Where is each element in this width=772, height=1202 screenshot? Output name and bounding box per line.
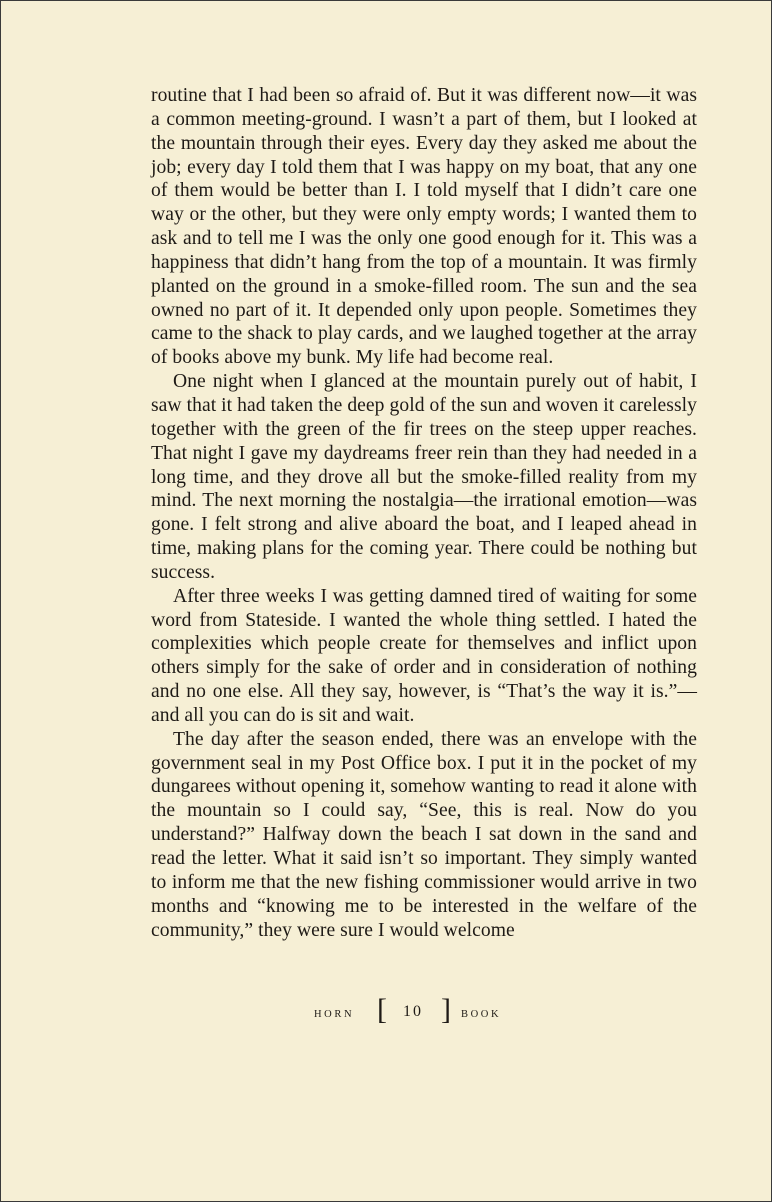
paragraph-3: After three weeks I was getting damned tired of waiting for some word from Stateside. I wanted the whole thing settled. I hated the complexities which people create for themselves and inflict upon others simply for the sake of order and in consideration of nothing and no one else. All they say, however, is “That’s the way it is.”—and all you can do is sit and wait. <box>151 585 697 726</box>
paragraph-1: routine that I had been so afraid of. But it was different now—it was a common meeting-ground. I wasn’t a part of them, but I looked at the mountain through their eyes. Every day they asked me about the job; every day I told them that I was happy on my boat, that any one of them would be better than I. I told myself that I didn’t care one way or the other, but they were only empty words; I wanted them to ask and to tell me I was the only one good enough for it. This was a happiness that didn’t hang from the top of a mountain. It was firmly planted on the ground in a smoke-filled room. The sun and the sea owned no part of it. It depended only upon people. Sometimes they came to the shack to play cards, and we laughed together at the array of books above my bunk. My life had become real. <box>151 85 697 369</box>
left-bracket: [ <box>377 993 387 1026</box>
body-text <box>151 84 697 942</box>
footer-title-right: BOOK <box>461 1009 502 1020</box>
page-number: 10 <box>403 1003 423 1020</box>
right-bracket: ] <box>441 993 451 1026</box>
page-footer <box>1 993 772 1037</box>
paragraph-2: One night when I glanced at the mountain purely out of habit, I saw that it had taken the deep gold of the sun and woven it carelessly together with the green of the fir trees on the steep upper reaches. That night I gave my daydreams freer rein than they had needed in a long time, and they drove all but the smoke-filled reality from my mind. The next morning the nostalgia—the irrational emotion—was gone. I felt strong and alive aboard the boat, and I leaped ahead in time, making plans for the coming year. There could be nothing but success. <box>151 371 697 583</box>
paragraph-4: The day after the season ended, there was an envelope with the government seal in my Post Office box. I put it in the pocket of my dungarees without opening it, somehow wanting to read it alone with the mountain so I could say, “See, this is real. Now do you understand?” Halfway down the beach I sat down in the sand and read the letter. What it said isn’t so important. They simply wanted to inform me that the new fishing commissioner would arrive in two months and “knowing me to be interested in the welfare of the community,” they were sure I would welcome <box>151 728 697 941</box>
footer-title-left: HORN <box>314 1009 355 1020</box>
